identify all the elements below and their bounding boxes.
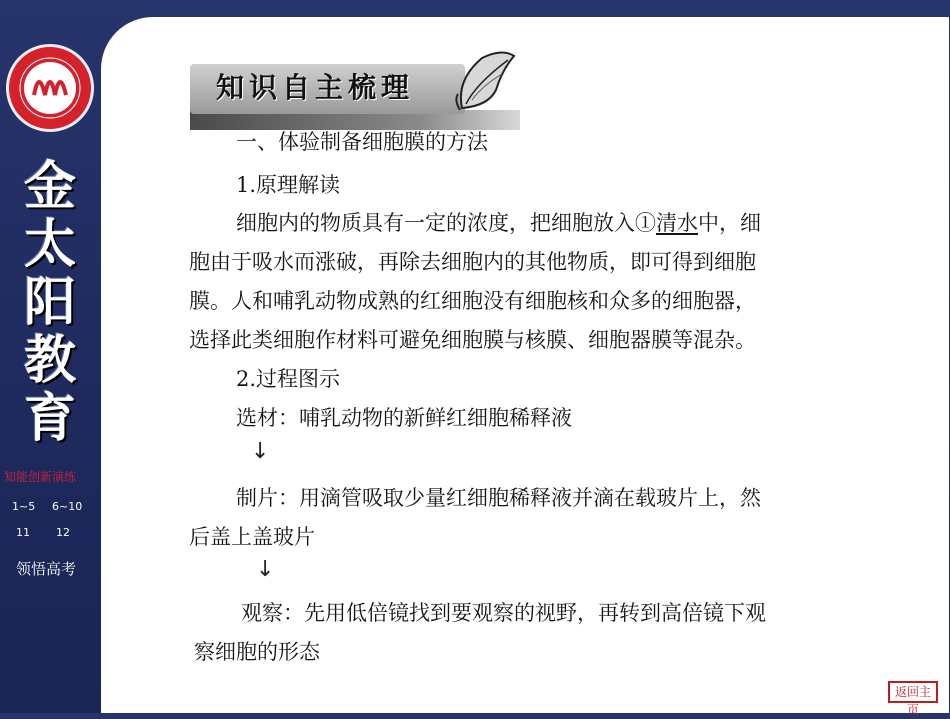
section-heading: 一、体验制备细胞膜的方法 [236, 130, 488, 154]
sidebar [0, 0, 100, 713]
content-area [101, 17, 949, 713]
nav-link-11[interactable]: 11 [16, 526, 30, 539]
answer-text: 清水 [656, 211, 698, 235]
paragraph-text: 细胞内的物质具有一定的浓度，把细胞放入 [236, 211, 635, 235]
process-step-prepare: 制片：用滴管吸取少量红细胞稀释液并滴在载玻片上，然 [236, 486, 761, 510]
brand-char: 金 [23, 157, 76, 217]
paragraph-line: 胞由于吸水而涨破，再除去细胞内的其他物质，即可得到细胞 [189, 250, 756, 274]
brand-name [10, 158, 90, 448]
down-arrow-icon: ↓ [256, 557, 275, 582]
brand-char: 太 [23, 215, 76, 275]
nav-link-6-10[interactable]: 6~10 [52, 500, 83, 513]
down-arrow-icon: ↓ [251, 439, 270, 464]
answer-number: ① [635, 211, 656, 235]
nav-link-gaokao[interactable]: 领悟高考 [16, 560, 77, 578]
paragraph-line: 膜。人和哺乳动物成熟的红细胞没有细胞核和众多的细胞器， [189, 289, 756, 313]
sun-education-logo-icon [6, 44, 94, 132]
slide-panel [101, 17, 949, 713]
brand-char: 阳 [23, 273, 76, 333]
process-step-select: 选材：哺乳动物的新鲜红细胞稀释液 [236, 406, 572, 430]
return-home-button[interactable]: 返回主页 [888, 681, 938, 703]
nav-title[interactable]: 知能创新演练 [4, 470, 77, 484]
nav-link-12[interactable]: 12 [56, 526, 70, 539]
subheading-process: 2.过程图示 [236, 367, 341, 391]
process-step-observe: 观察：先用低倍镜找到要观察的视野，再转到高倍镜下观 [241, 601, 766, 625]
banner-title: 知识自主梳理 [216, 71, 415, 104]
paragraph-line: 选择此类细胞作材料可避免细胞膜与核膜、细胞器膜等混杂。 [189, 328, 756, 352]
subheading-principle: 1.原理解读 [236, 173, 341, 197]
process-step-observe-cont: 察细胞的形态 [194, 640, 320, 664]
paragraph-text: 中，细 [698, 211, 761, 235]
nav-link-1-5[interactable]: 1~5 [12, 500, 36, 513]
paragraph-line [236, 207, 761, 237]
brand-char: 教 [23, 331, 76, 391]
process-step-prepare-cont: 后盖上盖玻片 [189, 525, 315, 549]
brand-char: 育 [23, 389, 76, 449]
